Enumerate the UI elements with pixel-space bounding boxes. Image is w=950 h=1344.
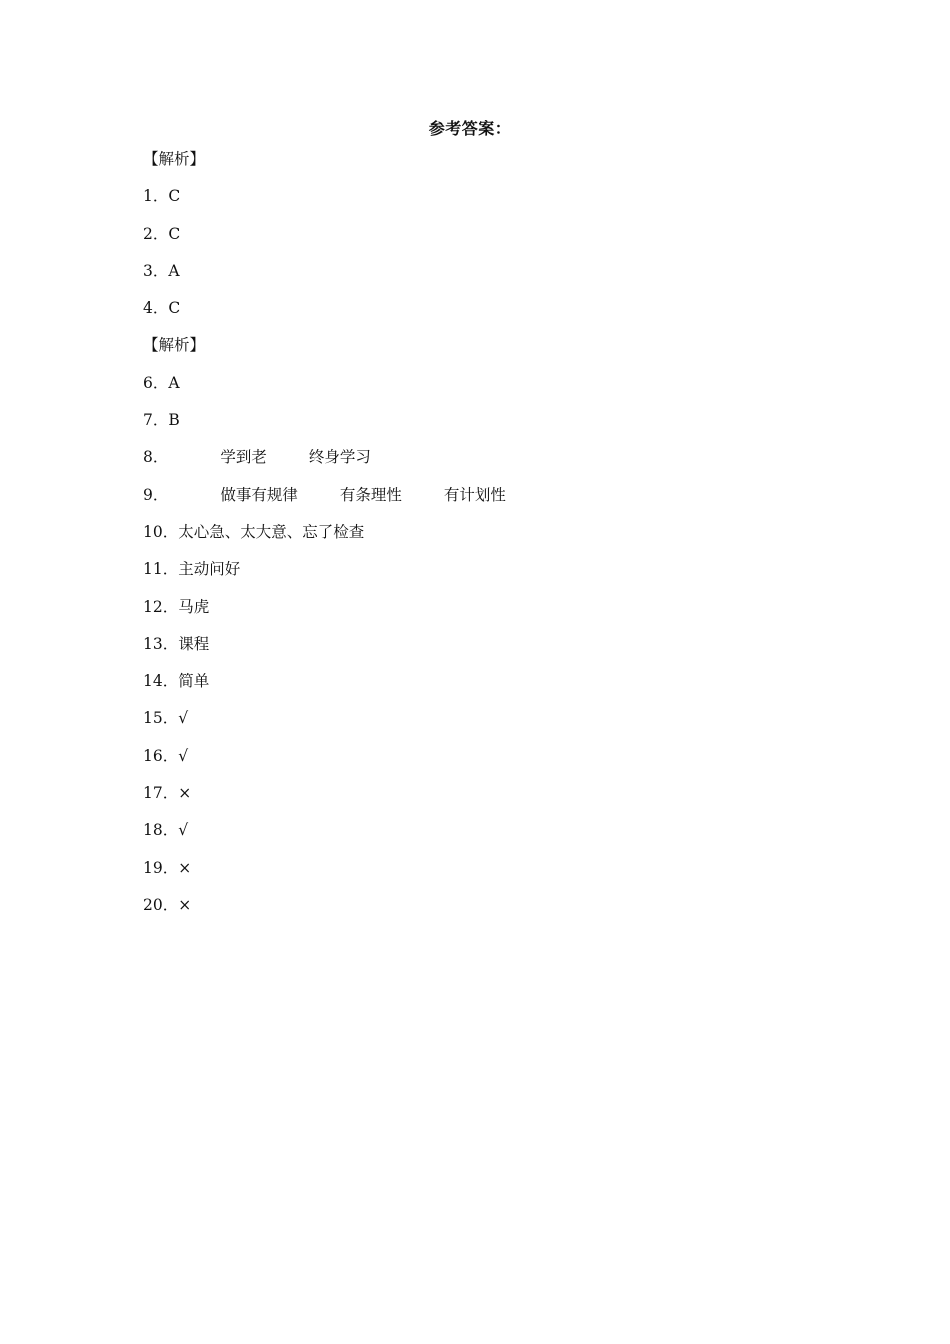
answer-number: 12． [143, 597, 179, 616]
answer-17 [143, 782, 843, 819]
answer-7 [143, 409, 843, 446]
answer-text: 简单 [178, 672, 210, 691]
answer-number: 3． [143, 261, 169, 280]
answer-number: 20． [143, 895, 179, 914]
answer-8 [143, 446, 843, 483]
answer-13 [143, 633, 843, 670]
answer-9 [143, 484, 843, 521]
answer-number: 6． [143, 373, 169, 392]
blank-answer: 做事有规律 [220, 485, 298, 504]
answer-number: 10． [143, 522, 179, 541]
answer-16 [143, 745, 843, 782]
answer-4 [143, 297, 843, 334]
answer-number: 2． [143, 224, 169, 243]
section-heading: 【解析】 [143, 150, 206, 168]
answer-1 [143, 185, 843, 222]
answer-number: 8． [143, 448, 169, 467]
answer-list [143, 148, 843, 931]
blank-answer: 有计划性 [443, 485, 506, 504]
answer-number: 13． [143, 634, 179, 653]
answer-text: C [168, 299, 181, 318]
answer-text: C [168, 187, 181, 206]
answer-15 [143, 707, 843, 744]
blank-answer: 有条理性 [339, 485, 402, 504]
answer-number: 17． [143, 784, 179, 803]
answer-2 [143, 223, 843, 260]
answer-14 [143, 670, 843, 707]
blank-answer: 终身学习 [308, 448, 371, 467]
answer-text: C [168, 224, 181, 243]
answer-number: 16． [143, 746, 179, 765]
page-title-row [0, 116, 950, 139]
section-heading: 【解析】 [143, 336, 206, 355]
answer-11 [143, 558, 843, 595]
answer-text: 课程 [178, 634, 210, 653]
answer-number: 9． [143, 485, 169, 504]
answer-number: 18． [143, 821, 179, 840]
blank-answer: 学到老 [220, 448, 267, 467]
answer-number: 1． [143, 187, 169, 206]
answer-12 [143, 596, 843, 633]
check-mark: √ [178, 821, 189, 840]
answer-3 [143, 260, 843, 297]
page-title: 参考答案： [428, 119, 512, 138]
cross-mark: × [178, 784, 192, 803]
answer-number: 14． [143, 672, 179, 691]
answer-number: 11． [143, 560, 179, 579]
check-mark: √ [178, 746, 189, 765]
answer-number: 4． [143, 299, 169, 318]
check-mark: √ [178, 709, 189, 728]
answer-text: 马虎 [178, 597, 210, 616]
cross-mark: × [178, 895, 192, 914]
answer-number: 15． [143, 709, 179, 728]
answer-text: A [168, 261, 180, 280]
answer-text: 太心急、太大意、忘了检查 [178, 522, 365, 541]
answer-20 [143, 894, 843, 931]
cross-mark: × [178, 858, 192, 877]
answer-number: 19． [143, 858, 179, 877]
answer-text: 主动问好 [178, 560, 241, 579]
answer-text: A [168, 373, 180, 392]
answer-19 [143, 857, 843, 894]
answer-text: B [168, 411, 180, 430]
answer-18 [143, 819, 843, 856]
answer-10 [143, 521, 843, 558]
answer-6 [143, 372, 843, 409]
answer-number: 7． [143, 411, 169, 430]
